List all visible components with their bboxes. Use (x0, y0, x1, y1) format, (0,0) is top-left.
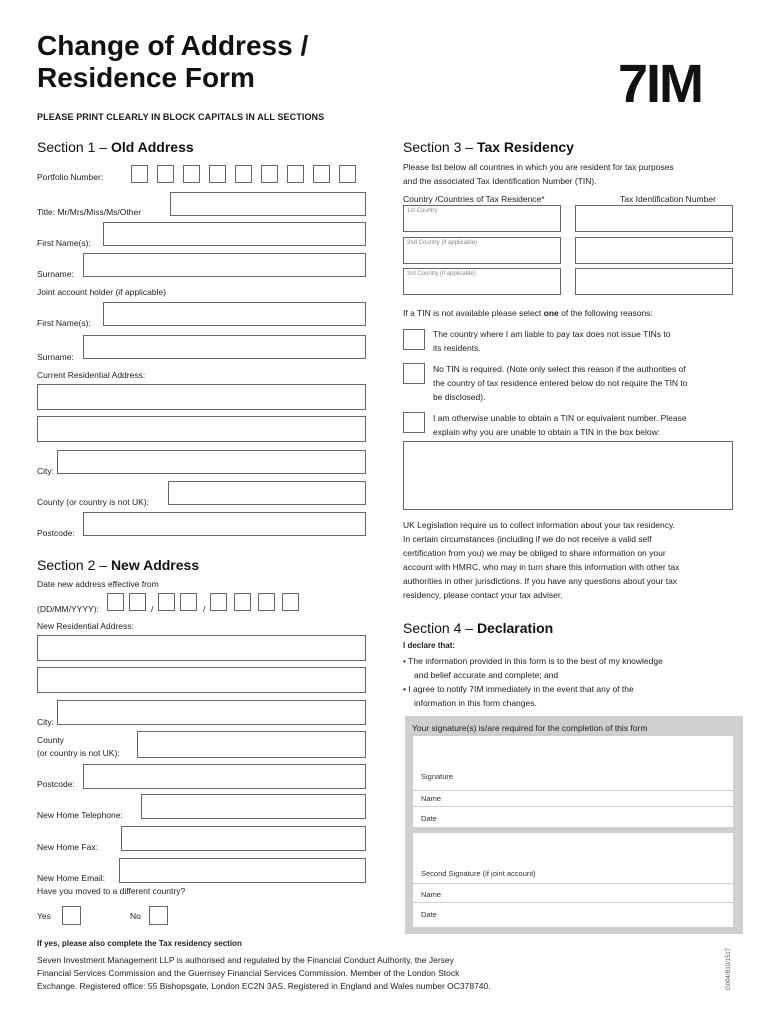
section3-prefix: Section 3 – (403, 139, 477, 155)
declare-label: I declare that: (403, 641, 456, 650)
country-3-placeholder: 3rd Country (if applicable) (407, 271, 476, 277)
date-digit-m2[interactable] (180, 593, 197, 611)
reason-2-checkbox[interactable] (403, 363, 425, 384)
footer-line1: Seven Investment Management LLP is authorised and regulated by the Financial Conduct Authority, the Jersey (37, 955, 454, 965)
signature-2-label: Second Signature (if joint account) (421, 869, 536, 878)
bullet-2-line2: information in this form changes. (414, 698, 537, 708)
section2-name: New Address (110, 557, 200, 573)
legislation-line: UK Legislation require us to collect information about your tax residency. (403, 520, 675, 530)
country-2-field[interactable] (403, 237, 561, 264)
current-address-line1[interactable] (37, 384, 366, 410)
bullet-1-line2: and belief accurate and complete; and (414, 670, 559, 680)
tin-3-field[interactable] (575, 268, 733, 295)
name-2-field[interactable] (413, 884, 733, 902)
country-2-placeholder: 2nd Country (if applicable) (407, 240, 478, 246)
date-2-field[interactable] (413, 903, 733, 927)
legislation-line: authorities in other jurisdictions. If you have any questions about your tax (403, 576, 678, 586)
bullet-2-line1: • I agree to notify 7IM immediately in the event that any of the (403, 684, 634, 694)
reason-3-checkbox[interactable] (403, 412, 425, 433)
new-county-field[interactable] (137, 731, 366, 758)
date-digit-y4[interactable] (282, 593, 299, 611)
new-postcode-label: Postcode: (37, 779, 75, 789)
date-slash-1: / (151, 604, 154, 614)
date-1-label: Date (421, 814, 437, 823)
old-county-field[interactable] (168, 481, 366, 505)
signature-required-text: Your signature(s) is/are required for the completion of this form (412, 723, 648, 733)
section1-heading (37, 139, 194, 155)
date-digit-m1[interactable] (158, 593, 175, 611)
footer-legal (37, 954, 491, 993)
reason-3-line1: I am otherwise unable to obtain a TIN or equivalent number. Please (433, 413, 687, 423)
legislation-line: residency, please contact your tax adviser. (403, 590, 563, 600)
first-names-field[interactable] (103, 222, 366, 246)
instruction-text: PLEASE PRINT CLEARLY IN BLOCK CAPITALS IN ALL SECTIONS (37, 112, 325, 122)
title-field[interactable] (170, 192, 366, 216)
declaration-bullets (403, 654, 663, 710)
old-postcode-label: Postcode: (37, 528, 75, 538)
tin-reason-intro-c: of the following reasons: (558, 308, 653, 318)
new-address-label: New Residential Address: (37, 621, 134, 631)
portfolio-digit-9[interactable] (339, 165, 356, 183)
name-1-field[interactable] (413, 791, 733, 806)
joint-holder-label: Joint account holder (if applicable) (37, 287, 166, 297)
moved-question: Have you moved to a different country? (37, 886, 186, 896)
new-address-line2[interactable] (37, 667, 366, 693)
date-effective-label: Date new address effective from (37, 579, 159, 589)
surname-label: Surname: (37, 269, 74, 279)
portfolio-digit-5[interactable] (235, 165, 252, 183)
new-county-label-line1: County (37, 735, 64, 745)
name-1-label: Name (421, 794, 442, 803)
7im-logo-text: 7IM (618, 54, 703, 104)
tin-reason-intro (403, 308, 653, 318)
new-city-field[interactable] (57, 700, 366, 725)
reason-3-text (433, 411, 687, 439)
footer-line3: Exchange. Registered office: 55 Bishopsgate, London EC2N 3AS. Registered in England and Wales number OC378740. (37, 981, 491, 991)
portfolio-label: Portfolio Number: (37, 172, 104, 182)
date-format-label: (DD/MM/YYYY): (37, 604, 99, 614)
new-postcode-field[interactable] (83, 764, 366, 789)
fax-field[interactable] (121, 826, 366, 851)
email-field[interactable] (119, 858, 366, 883)
current-address-line2[interactable] (37, 416, 366, 442)
tin-1-field[interactable] (575, 205, 733, 232)
signature-1-field[interactable] (413, 736, 733, 790)
tin-column-header: Tax Identification Number (620, 194, 716, 204)
yes-label: Yes (37, 911, 51, 921)
form-title (37, 30, 308, 94)
section4-prefix: Section 4 – (403, 620, 477, 636)
old-city-label: City: (37, 466, 54, 476)
portfolio-digit-1[interactable] (131, 165, 148, 183)
new-address-line1[interactable] (37, 635, 366, 661)
date-slash-2: / (203, 604, 206, 614)
tax-intro-line1: Please list below all countries in which you are resident for tax purposes (403, 162, 674, 172)
date-digit-y1[interactable] (210, 593, 227, 611)
country-column-header: Country /Countries of Tax Residence* (403, 194, 545, 204)
new-city-label: City: (37, 717, 54, 727)
title-label: Title: Mr/Mrs/Miss/Ms/Other (37, 207, 142, 217)
legislation-line: In certain circumstances (including if we do not receive a valid self (403, 534, 652, 544)
7im-logo (618, 42, 728, 104)
old-county-label: County (or country is not UK): (37, 497, 149, 507)
tin-explanation-field[interactable] (403, 441, 733, 510)
portfolio-digit-7[interactable] (287, 165, 304, 183)
form-code: G004/B10/1517 (726, 947, 732, 990)
reason-1-line1: The country where I am liable to pay tax does not issue TINs to (433, 329, 671, 339)
country-1-field[interactable] (403, 205, 561, 232)
uk-legislation-text (403, 518, 679, 602)
form-title-line2: Residence Form (37, 62, 255, 93)
joint-first-names-field[interactable] (103, 302, 366, 326)
signature-panel (405, 716, 743, 934)
portfolio-digit-4[interactable] (209, 165, 226, 183)
first-names-label: First Name(s): (37, 238, 91, 248)
surname-field[interactable] (83, 253, 366, 277)
email-label: New Home Email: (37, 873, 106, 883)
section2-heading (37, 557, 199, 573)
reason-1-checkbox[interactable] (403, 329, 425, 350)
no-checkbox[interactable] (149, 906, 168, 925)
tin-2-field[interactable] (575, 237, 733, 264)
tax-intro-line2: and the associated Tax Identification Number (TIN). (403, 176, 597, 186)
legislation-line: certification from you) we may be obliged to share information on your (403, 548, 666, 558)
section4-name: Declaration (476, 620, 554, 636)
telephone-field[interactable] (141, 794, 366, 819)
date-digit-y3[interactable] (258, 593, 275, 611)
section2-prefix: Section 2 – (37, 557, 111, 573)
reason-2-text (433, 362, 688, 404)
date-1-field[interactable] (413, 807, 733, 827)
old-postcode-field[interactable] (83, 512, 366, 536)
if-yes-note: If yes, please also complete the Tax residency section (37, 939, 242, 948)
joint-surname-field[interactable] (83, 335, 366, 359)
portfolio-digit-8[interactable] (313, 165, 330, 183)
tin-reason-intro-b: one (543, 308, 559, 318)
date-digit-d2[interactable] (129, 593, 146, 611)
portfolio-digit-3[interactable] (183, 165, 200, 183)
section3-name: Tax Residency (476, 139, 574, 155)
date-digit-d1[interactable] (107, 593, 124, 611)
reason-1-line2: its residents. (433, 343, 481, 353)
reason-2-line1: No TIN is required. (Note only select this reason if the authorities of (433, 364, 686, 374)
signature-1-label: Signature (421, 772, 454, 781)
current-address-label: Current Residential Address: (37, 370, 146, 380)
section4-heading (403, 620, 553, 636)
date-2-label: Date (421, 910, 437, 919)
country-1-placeholder: 1st Country (407, 208, 438, 214)
country-3-field[interactable] (403, 268, 561, 295)
legislation-line: account with HMRC, who may in turn share this information with other tax (403, 562, 680, 572)
no-label: No (130, 911, 141, 921)
form-title-line1: Change of Address / (37, 30, 309, 61)
new-county-label-line2: (or country is not UK): (37, 748, 120, 758)
reason-2-line2: the country of tax residence entered below do not require the TIN to (433, 378, 688, 388)
joint-first-names-label: First Name(s): (37, 318, 91, 328)
date-digit-y2[interactable] (234, 593, 251, 611)
tin-reason-intro-a: If a TIN is not available please select (403, 308, 544, 318)
fax-label: New Home Fax: (37, 842, 98, 852)
footer-line2: Financial Services Commission and the Guernsey Financial Services Commission. Member of the London Stock (37, 968, 460, 978)
joint-surname-label: Surname: (37, 352, 74, 362)
old-city-field[interactable] (57, 450, 366, 474)
section1-prefix: Section 1 – (37, 139, 111, 155)
section1-name: Old Address (110, 139, 194, 155)
section3-heading (403, 139, 574, 155)
portfolio-digit-6[interactable] (261, 165, 278, 183)
bullet-1-line1: • The information provided in this form is to the best of my knowledge (403, 656, 663, 666)
name-2-label: Name (421, 890, 442, 899)
reason-3-line2: explain why you are unable to obtain a TIN in the box below: (433, 427, 661, 437)
tax-intro (403, 160, 674, 188)
reason-1-text (433, 327, 671, 355)
reason-2-line3: be disclosed). (433, 392, 486, 402)
yes-checkbox[interactable] (62, 906, 81, 925)
portfolio-digit-2[interactable] (157, 165, 174, 183)
telephone-label: New Home Telephone: (37, 810, 123, 820)
